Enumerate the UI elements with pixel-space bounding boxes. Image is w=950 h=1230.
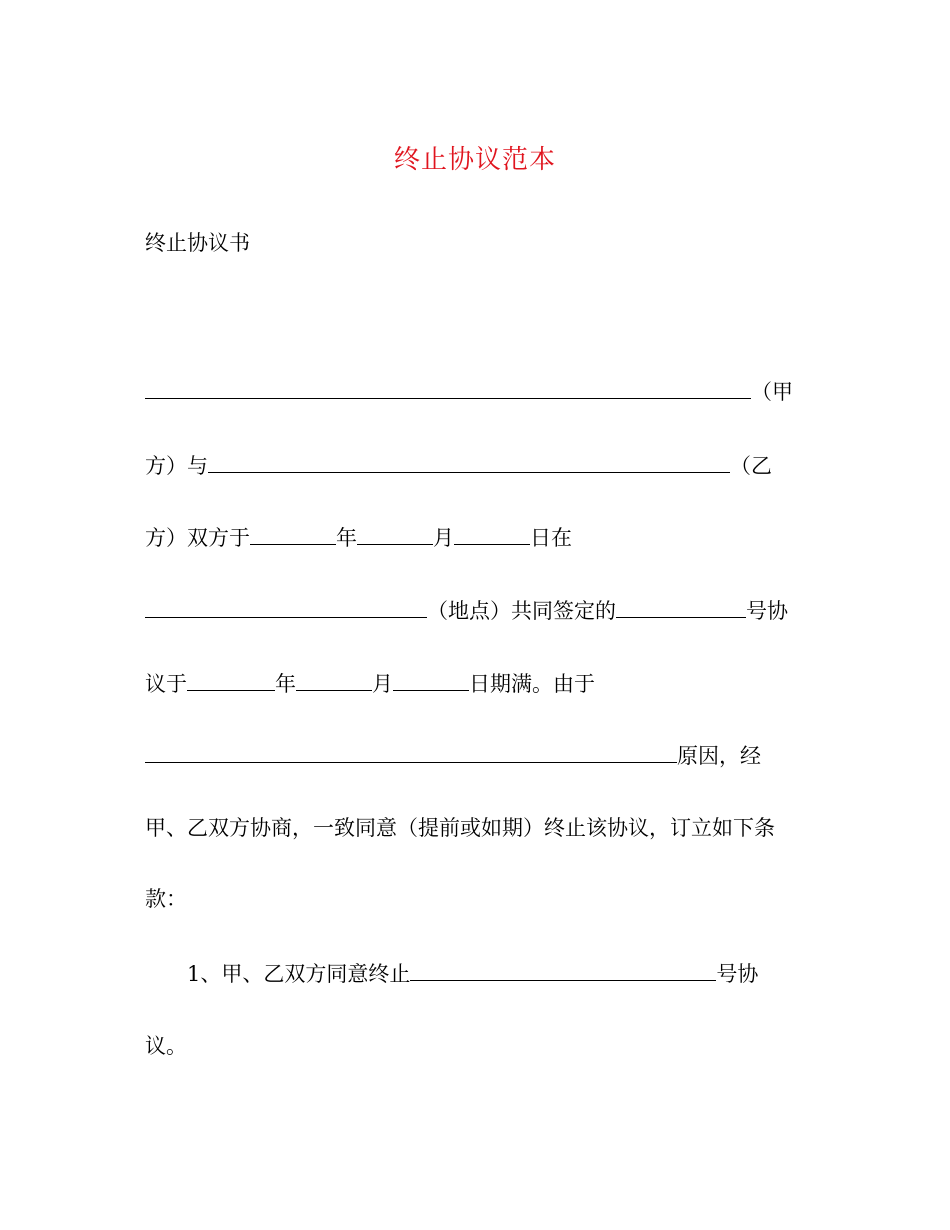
location-blank [145,595,427,618]
agreement-number-blank [616,595,746,618]
clause-1-line [187,958,758,989]
expiry-month-blank [296,668,372,691]
paragraph-line-5 [145,668,595,699]
sign-day-blank [454,522,530,545]
paragraph-line-8: 款： [145,887,187,911]
document-title: 终止协议范本 [393,145,556,175]
line-text: 年 [336,526,357,550]
sign-year-blank [250,522,336,545]
terminated-agreement-blank [410,958,716,981]
line-text: 原因，经 [677,744,761,768]
line-text: 方）双方于 [145,526,250,550]
paragraph-line-1 [145,376,793,407]
line-text: 1、甲、乙双方同意终止 [187,962,411,986]
line-text: 月 [433,526,454,550]
line-text: 议于 [145,672,187,696]
expiry-day-blank [393,668,469,691]
party-b-blank [208,450,730,473]
line-text: （地点）共同签定的 [427,599,616,623]
line-text: 方）与 [145,454,208,478]
paragraph-line-3 [145,522,572,553]
party-a-blank [145,376,751,399]
line-text: （乙 [730,454,772,478]
line-text: 日在 [530,526,572,550]
paragraph-line-2 [145,450,772,481]
paragraph-line-6 [145,740,761,771]
expiry-year-blank [187,668,275,691]
paragraph-line-4 [145,595,788,626]
document-heading: 终止协议书 [145,231,250,255]
line-text: （甲 [751,380,793,404]
line-text: 号协 [716,962,759,986]
line-text: 号协 [746,599,788,623]
line-text: 日期满。由于 [469,672,595,696]
clause-1-line-end: 议。 [145,1034,187,1058]
sign-month-blank [357,522,433,545]
line-text: 月 [372,672,393,696]
reason-blank [145,740,677,763]
line-text: 年 [275,672,296,696]
paragraph-line-7: 甲、乙双方协商，一致同意（提前或如期）终止该协议，订立如下条 [145,816,775,840]
